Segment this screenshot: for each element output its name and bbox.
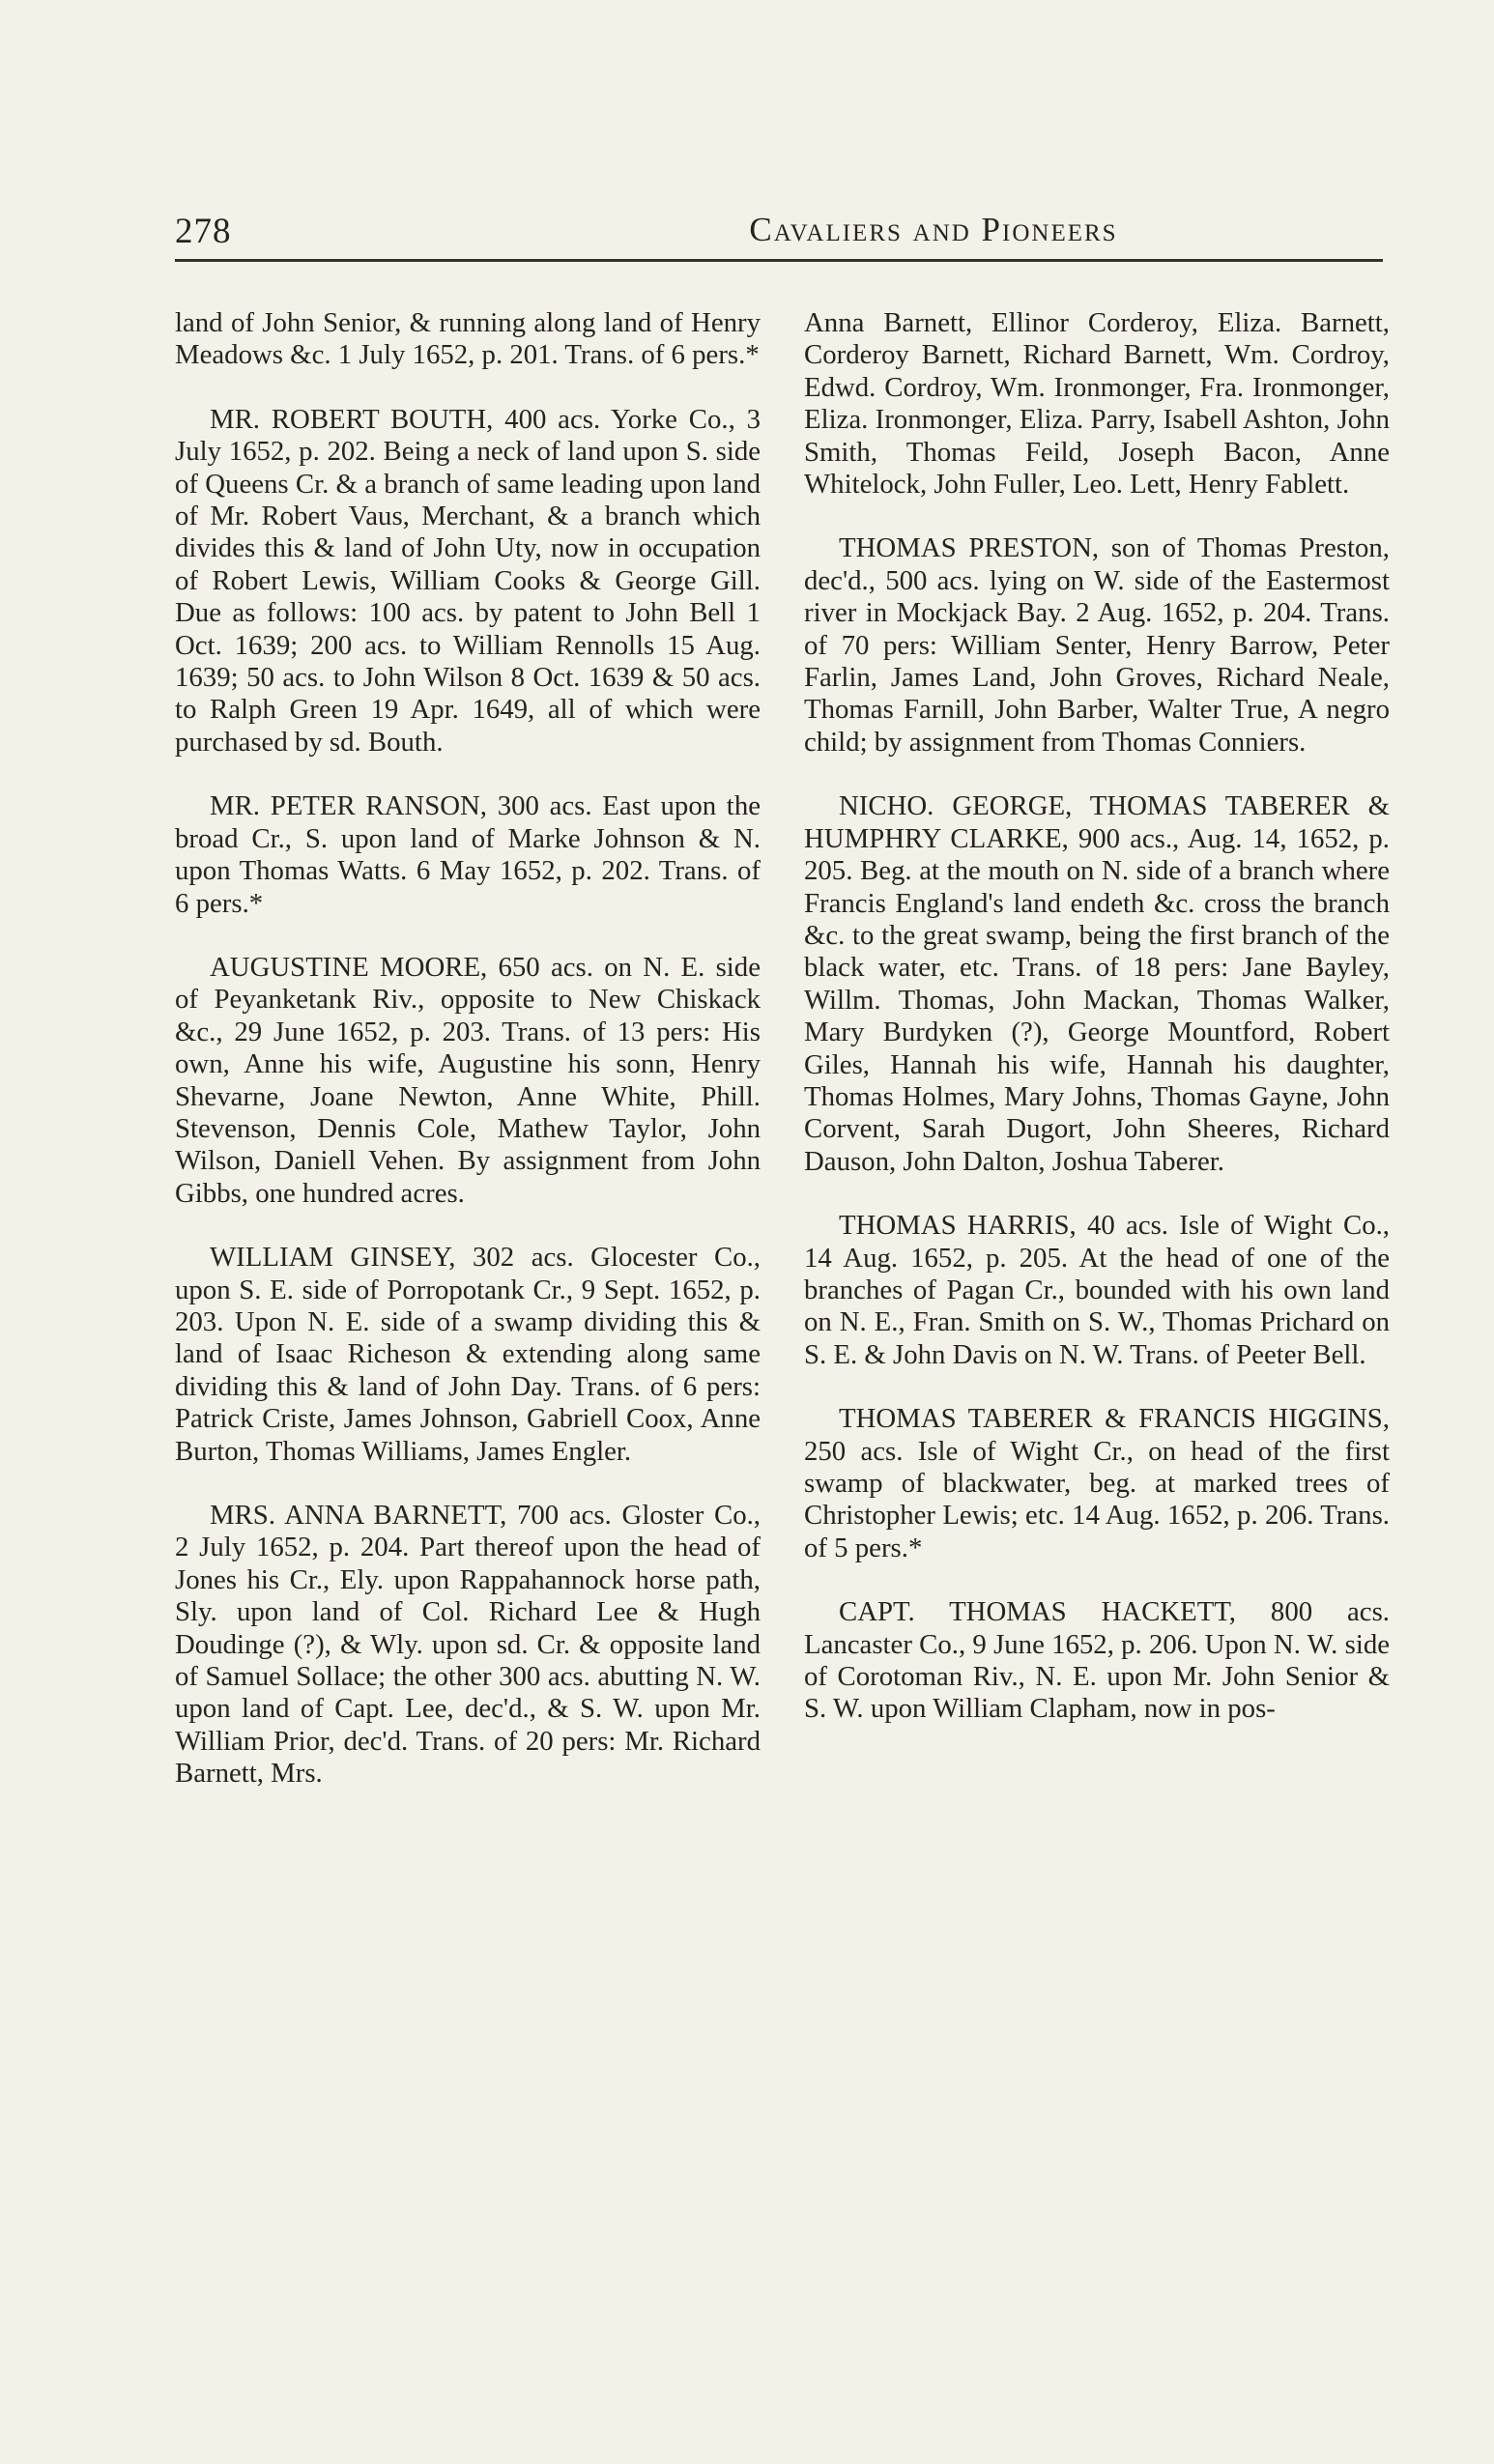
entry-augustine-moore: AUGUSTINE MOORE, 650 acs. on N. E. side of Peyanketank Riv., opposite to New Chiskack &c., 29 June 1652, p. 203. Trans. of 13 pers: His own, Anne his wife, Augustine his sonn, Henry Shevarne, Joane Newton, Anne White, Phill. Stevenson, Dennis Cole, Mathew Taylor, John Wilson, Daniell Vehen. By assignment from John Gibbs, one hundred acres. (175, 951, 761, 1209)
entry-taberer-higgins: THOMAS TABERER & FRANCIS HIGGINS, 250 acs. Isle of Wight Cr., on head of the first swamp of blackwater, beg. at marked trees of Christopher Lewis; etc. 14 Aug. 1652, p. 206. Trans. of 5 pers.* (804, 1403, 1390, 1563)
entry-continued: Anna Barnett, Ellinor Corderoy, Eliza. Barnett, Corderoy Barnett, Richard Barnett, Wm. Cordroy, Edwd. Cordroy, Wm. Ironmonger, Fra. Ironmonger, Eliza. Ironmonger, Eliza. Parry, Isabell Ashton, John Smith, Thomas Feild, Joseph Bacon, Anne Whitelock, John Fuller, Leo. Lett, Henry Fablett. (804, 307, 1390, 501)
page-number: 278 (175, 212, 232, 251)
left-column (175, 307, 761, 1822)
entry-william-ginsey: WILLIAM GINSEY, 302 acs. Glocester Co., upon S. E. side of Porropotank Cr., 9 Sept. 1652, p. 203. Upon N. E. side of a swamp dividing this & land of Isaac Richeson & extending along same dividing this & land of John Day. Trans. of 6 pers: Patrick Criste, James Johnson, Gabriell Coox, Anne Burton, Thomas Williams, James Engler. (175, 1242, 761, 1467)
entry-continued: land of John Senior, & running along land of Henry Meadows &c. 1 July 1652, p. 201. Trans. of 6 pers.* (175, 307, 761, 371)
entry-anna-barnett: MRS. ANNA BARNETT, 700 acs. Gloster Co., 2 July 1652, p. 204. Part thereof upon the head of Jones his Cr., Ely. upon Rappahannock horse path, Sly. upon land of Col. Richard Lee & Hugh Doudinge (?), & Wly. upon sd. Cr. & opposite land of Samuel Sollace; the other 300 acs. abutting N. W. upon land of Capt. Lee, dec'd., & S. W. upon Mr. William Prior, dec'd. Trans. of 20 pers: Mr. Richard Barnett, Mrs. (175, 1500, 761, 1790)
entry-robert-bouth: MR. ROBERT BOUTH, 400 acs. Yorke Co., 3 July 1652, p. 202. Being a neck of land upon S. side of Queens Cr. & a branch of same leading upon land of Mr. Robert Vaus, Merchant, & a branch which divides this & land of John Uty, now in occupation of Robert Lewis, William Cooks & George Gill. Due as follows: 100 acs. by patent to John Bell 1 Oct. 1639; 200 acs. to William Rennolls 15 Aug. 1639; 50 acs. to John Wilson 8 Oct. 1639 & 50 acs. to Ralph Green 19 Apr. 1649, all of which were purchased by sd. Bouth. (175, 403, 761, 758)
running-title: Cavaliers and Pioneers (749, 211, 1118, 248)
entry-thomas-harris: THOMAS HARRIS, 40 acs. Isle of Wight Co., 14 Aug. 1652, p. 205. At the head of one of the branches of Pagan Cr., bounded with his own land on N. E., Fran. Smith on S. W., Thomas Prichard on S. E. & John Davis on N. W. Trans. of Peeter Bell. (804, 1210, 1390, 1370)
header-rule (175, 259, 1383, 262)
right-column (804, 307, 1390, 1758)
entry-thomas-hackett: CAPT. THOMAS HACKETT, 800 acs. Lancaster Co., 9 June 1652, p. 206. Upon N. W. side of Corotoman Riv., N. E. upon Mr. John Senior & S. W. upon William Clapham, now in pos- (804, 1596, 1390, 1725)
entry-peter-ranson: MR. PETER RANSON, 300 acs. East upon the broad Cr., S. upon land of Marke Johnson & N. upon Thomas Watts. 6 May 1652, p. 202. Trans. of 6 pers.* (175, 790, 761, 919)
entry-thomas-preston: THOMAS PRESTON, son of Thomas Preston, dec'd., 500 acs. lying on W. side of the Eastermost river in Mockjack Bay. 2 Aug. 1652, p. 204. Trans. of 70 pers: William Senter, Henry Barrow, Peter Farlin, James Land, John Groves, Richard Neale, Thomas Farnill, John Barber, Walter True, A negro child; by assignment from Thomas Conniers. (804, 532, 1390, 758)
page-header (175, 205, 1383, 261)
entry-nicho-george: NICHO. GEORGE, THOMAS TABERER & HUMPHRY CLARKE, 900 acs., Aug. 14, 1652, p. 205. Beg. at the mouth on N. side of a branch where Francis England's land endeth &c. cross the branch &c. to the great swamp, being the first branch of the black water, etc. Trans. of 18 pers: Jane Bayley, Willm. Thomas, John Mackan, Thomas Walker, Mary Burdyken (?), George Mountford, Robert Giles, Hannah his wife, Hannah his daughter, Thomas Holmes, Mary Johns, Thomas Gayne, John Corvent, Sarah Dugort, John Sheeres, Richard Dauson, John Dalton, Joshua Taberer. (804, 790, 1390, 1177)
